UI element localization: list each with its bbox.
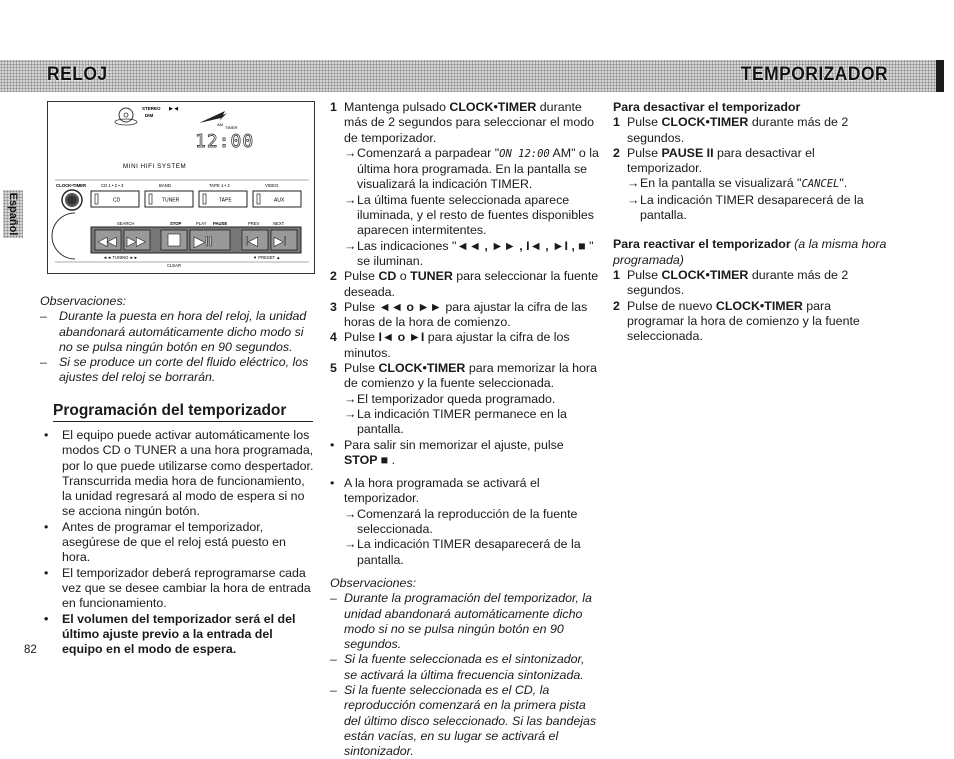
source-button-tape [199,191,247,207]
reactivate-step-2: 2 Pulse de nuevo CLOCK•TIMER para programar la hora de comienzo y la fuente seleccionada. [613,298,860,344]
programming-section-title: Programación del temporizador [53,401,313,422]
deactivate-title: Para desactivar el temporizador [613,100,801,114]
cd-numbers-label: CD 1 • 2 • 3 [101,183,124,188]
tuning-label: ◄◄ TUNING ►► [103,255,138,260]
play-pause-button [190,230,230,250]
stop-icon [168,234,180,246]
reactivate-step-1: 1 Pulse CLOCK•TIMER durante más de 2 segundos. [613,267,849,298]
list-item: • Para salir sin memorizar el ajuste, pulse STOP ■ . [330,437,564,467]
video-label: VIDEO [265,183,279,188]
timer-control-instructions [613,100,888,344]
source-button-tuner [145,191,193,207]
play-pause-icon: ▶II [194,233,213,249]
language-tab-label: Español [7,192,19,236]
clear-label: CLEAR [167,263,181,268]
header-band-edge [936,60,944,92]
programming-steps [330,100,600,759]
page-number: 82 [24,644,37,656]
play-label: PLAY [196,221,207,226]
reloj-notes [40,294,315,386]
source-button-aux [253,191,301,207]
forward-button [124,230,150,250]
stereo-indicator: STEREO [142,106,161,111]
search-label: SEARCH [117,221,135,226]
device-panel-illustration [47,101,315,276]
clock-timer-label: CLOCK•TIMER [56,183,87,188]
clock-timer-knob [62,190,82,210]
list-item: • El volumen del temporizador será el del último ajuste previo a la entrada del equipo en el modo de espera. [44,611,296,657]
list-item: • Antes de programar el temporizador, asegúrese de que el reloj está puesto en hora. [44,519,286,565]
step-1: 1 Mantenga pulsado CLOCK•TIMER durante más de 2 segundos para seleccionar el modo de temporizador. [330,100,595,145]
step-5-result: → La indicación TIMER permanece en la pantalla. [344,406,567,437]
next-icon: ▶I [274,234,287,248]
step-4: 4 Pulse I◄ o ►I para ajustar la cifra de los minutos. [330,330,570,360]
step-1-result: → Las indicaciones "◄◄ , ►► , I◄ , ►I , ■ " se iluminan. [344,238,594,268]
band-label: BAND [159,183,171,188]
step-5-result: → El temporizador queda programado. [344,391,556,406]
stop-button [161,230,187,250]
reloj-notes-heading: Observaciones: [40,294,127,308]
clock-display: 12:00 [195,131,255,152]
language-tab [3,190,23,238]
step-1-result: → La última fuente seleccionada aparece iluminada, y el resto de fuentes disponibles aparecen intermitentes. [344,192,594,238]
model-label: MINI HIFI SYSTEM [123,163,187,170]
step-1-result: → Comenzará a parpadear "ON 12:00 AM" o la última hora programada. En la pantalla se visualizará la indicación TIMER. [344,145,599,192]
activation-result: → La indicación TIMER desaparecerá de la pantalla. [344,537,581,567]
step-2: 2 Pulse CD o TUNER para seleccionar la fuente deseada. [330,269,599,299]
deactivate-step-2: 2 Pulse PAUSE II para desactivar el temporizador. [613,145,815,176]
am-indicator: AM [217,122,223,127]
timer-note: – Si la fuente seleccionada es el sintonizador, se activará la última frecuencia sintonizada. [330,652,585,682]
reloj-note: – Durante la puesta en hora del reloj, la unidad abandonará automáticamente dicho modo si no se pulsa ningún botón en 90 segundos. [40,309,307,354]
source-button-cd-label: CD [113,197,121,204]
section-title-temporizador: TEMPORIZADOR [740,64,888,85]
deactivate-step-1: 1 Pulse CLOCK•TIMER durante más de 2 segundos. [613,115,849,145]
rewind-button [95,230,121,250]
deactivate-result: → En la pantalla se visualizará "CANCEL". [627,176,848,191]
reactivate-title: Para reactivar el temporizador (a la misma hora programada) [613,237,887,267]
source-button-cd [91,191,139,207]
list-item: • El temporizador deberá reprogramarse cada vez que se desee cambiar la hora de entrada en funcionamiento. [44,565,311,611]
stop-label: STOP [170,221,182,226]
rewind-icon: ◀◀ [98,234,117,248]
reloj-note: – Si se produce un corte del fluido eléctrico, los ajustes del reloj se borrarán. [40,355,309,385]
deactivate-result: → La indicación TIMER desaparecerá de la pantalla. [627,192,864,223]
source-button-aux-label: AUX [274,197,285,204]
activation-result: → Comenzará la reproducción de la fuente seleccionada. [344,506,578,537]
timer-note: – Si la fuente seleccionada es el CD, la reproducción comenzará en la primera pista del último disco seleccionado. Si las bandejas están vacías, en su lugar se activará el sintonizador. [330,682,597,759]
timer-notes-heading: Observaciones: [330,575,417,590]
step-5: 5 Pulse CLOCK•TIMER para memorizar la hora de comienzo y la fuente seleccionada. [330,361,597,391]
list-item: • A la hora programada se activará el temporizador. [330,476,540,506]
prev-button [242,230,268,250]
next-label: NEXT [273,221,285,226]
list-item: • El equipo puede activar automáticamente los modos CD o TUNER a una hora programada, por lo que puede utilizarse como despertador. Transcurrida media hora de funcionamiento, la unidad regresará al modo de espera si no se acciona ningún botón. [44,428,314,519]
pause-label: PAUSE [213,221,228,226]
prev-label: PREV [248,221,260,226]
source-button-tuner-label: TUNER [162,197,180,204]
preset-label: ▼ PRESET ▲ [253,255,281,260]
tape-numbers-label: TAPE 1 • 2 [209,183,230,188]
source-button-tape-label: TAPE [219,197,232,204]
stereo-arrow-icon: ▶ ◀ [169,106,179,112]
step-3: 3 Pulse ◄◄ o ►► para ajustar la cifra de las horas de la hora de comienzo. [330,299,588,330]
timer-indicator: TIMER [225,125,238,130]
next-button [271,230,297,250]
forward-icon: ▶▶ [127,234,146,248]
dim-indicator: DIM [145,113,154,118]
programming-bullets [40,428,315,657]
section-title-reloj: RELOJ [47,64,108,85]
timer-note: – Durante la programación del temporizador, la unidad abandonará automáticamente dicho modo si no se pulsa ningún botón en 90 segundos. [330,591,592,652]
prev-icon: I◀ [245,234,258,248]
